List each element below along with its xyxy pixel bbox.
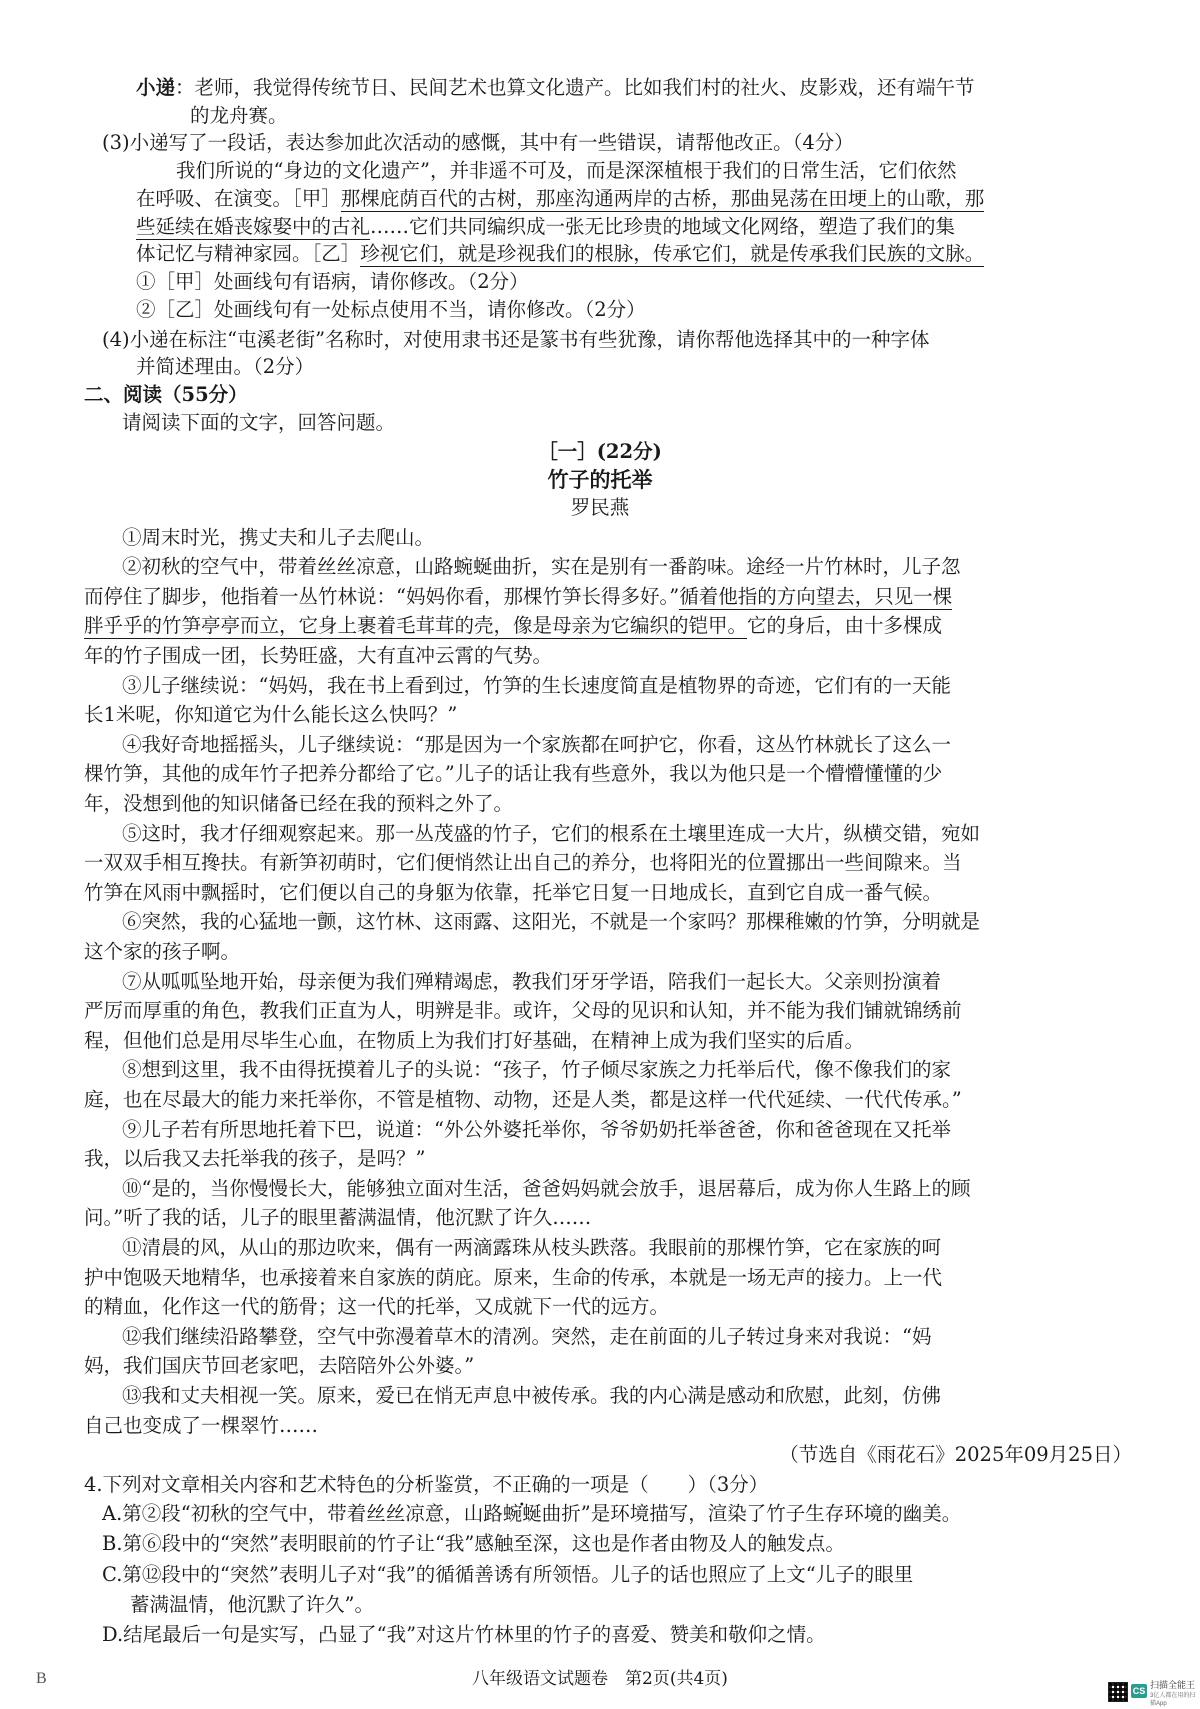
- article-line: 严厉而厚重的角色，教我们正直为人，明辨是非。或许，父母的见识和认知，并不能为我们铺就锦绣前: [84, 999, 962, 1022]
- emphasis-dotted-text: 不正确: [492, 1473, 552, 1496]
- article-line: 程，但他们总是用尽毕生心血，在物质上为我们打好基础，在精神上成为我们坚实的后盾。: [84, 1029, 865, 1052]
- dialog-text: ：老师，我觉得传统节日、民间艺术也算文化遗产。比如我们村的社火、皮影戏，还有端午节: [175, 76, 975, 99]
- article-line: ⑫我们继续沿路攀登，空气中弥漫着草木的清冽。突然，走在前面的儿子转过身来对我说：“妈: [122, 1325, 932, 1348]
- article-line: 问。”听了我的话，儿子的眼里蓄满温情，他沉默了许久……: [84, 1206, 592, 1229]
- article-source: （节选自《雨花石》2025年09月25日）: [779, 1443, 1132, 1466]
- passage-line-2: [136, 184, 984, 214]
- question-3: (3)小递写了一段话，表达参加此次活动的感慨，其中有一些错误，请帮他改正。（4分）: [102, 131, 854, 154]
- underlined-description: 循着他指的方向望去，只见一棵: [679, 585, 953, 608]
- passage-line-4: [136, 239, 984, 269]
- passage-text: 体记忆与精神家园。［乙］: [136, 242, 361, 265]
- scanner-tagline: 3亿人都在用的扫描App: [1150, 1693, 1196, 1707]
- passage-text: ……它们共同编织成一张无比珍贵的地域文化网络，塑造了我们的集: [370, 215, 956, 238]
- question-text: 的一项是（ ）（3分）: [551, 1473, 769, 1496]
- corner-mark: B: [36, 1670, 47, 1687]
- article-line: ③儿子继续说：“妈妈，我在书上看到过，竹笋的生长速度简直是植物界的奇迹，它们有的一天能: [122, 674, 951, 697]
- article-line: ⑧想到这里，我不由得抚摸着儿子的头说：“孩子，竹子倾尽家族之力托举后代，像不像我们的家: [122, 1058, 951, 1081]
- underlined-sentence-yi: 珍视它们，就是珍视我们的根脉，传承它们，就是传承我们民族的文脉。: [360, 242, 985, 265]
- option-c-cont: 蓄满温情，他沉默了许久”。: [130, 1593, 374, 1616]
- question-4-font: (4)小递在标注“屯溪老街”名称时，对使用隶书还是篆书有些犹豫，请你帮他选择其中的一种字体: [102, 328, 930, 351]
- article-line: [84, 582, 952, 612]
- section-instruction: 请阅读下面的文字，回答问题。: [122, 411, 396, 434]
- article-text: 而停住了脚步，他指着一丛竹林说：“妈妈你看，那棵竹笋长得多好。”: [84, 585, 680, 608]
- underlined-sentence-jia-end: 些延续在婚丧嫁娶中的古礼: [136, 215, 371, 238]
- article-line: ⑩“是的，当你慢慢长大，能够独立面对生活，爸爸妈妈就会放手，退居幕后，成为你人生路上的顾: [122, 1177, 971, 1200]
- article-line: ⑨儿子若有所思地托着下巴，说道：“外公外婆托举你，爷爷奶奶托举爸爸，你和爸爸现在又托举: [122, 1118, 951, 1141]
- scanner-logo-icon: CS: [1132, 1686, 1146, 1696]
- speaker-name: 小递: [136, 76, 176, 99]
- article-line: 护中饱吸天地精华，也承接着来自家族的荫庇。原来，生命的传承，本就是一场无声的接力。上一代: [84, 1266, 943, 1289]
- article-line: [84, 611, 942, 641]
- question-4-font-cont: 并简述理由。（2分）: [136, 355, 315, 378]
- section-heading: 二、阅读（55分）: [84, 383, 248, 406]
- article-line: ②初秋的空气中，带着丝丝凉意，山路蜿蜒曲折，实在是别有一番韵味。途经一片竹林时，儿子忽: [122, 555, 961, 578]
- passage-line-1: 我们所说的“身边的文化遗产”，并非遥不可及，而是深深植根于我们的日常生活，它们依然: [176, 159, 957, 182]
- article-line: ④我好奇地摇摇头，儿子继续说：“那是因为一个家族都在呵护它，你看，这丛竹林就长了这么一: [122, 733, 951, 756]
- article-text: 它的身后，由十多棵成: [747, 614, 943, 637]
- article-line: ⑪清晨的风，从山的那边吹来，偶有一两滴露珠从枝头跌落。我眼前的那棵竹笋，它在家族的呵: [122, 1236, 942, 1259]
- article-line: 竹笋在风雨中飘摇时，它们便以自己的身躯为依靠，托举它日复一日地成长，直到它自成一番气候。: [84, 881, 943, 904]
- article-line: 棵竹笋，其他的成年竹子把养分都给了它。”儿子的话让我有些意外，我以为他只是一个懵懵懂懂的少: [84, 762, 943, 785]
- passage-text: 在呼吸、在演变。［甲］: [136, 187, 341, 210]
- passage-line-3: [136, 212, 955, 242]
- article-line: 这个家的孩子啊。: [84, 940, 241, 963]
- article-line: 我，以后我又去托举我的孩子，是吗？”: [84, 1147, 426, 1170]
- dialog-line-2: 的龙舟赛。: [190, 104, 288, 127]
- sub-question-2: ②［乙］处画线句有一处标点使用不当，请你修改。（2分）: [136, 298, 646, 321]
- option-b: B.第⑥段中的“突然”表明眼前的竹子让“我”感触至深，这也是作者由物及人的触发点。: [102, 1532, 845, 1555]
- question-text: 4.下列对文章相关内容和艺术特色的分析鉴赏，: [84, 1473, 493, 1496]
- part-label: ［一］(22分): [538, 440, 662, 463]
- underlined-sentence-jia: 那棵庇荫百代的古树，那座沟通两岸的古桥，那曲晃荡在田埂上的山歌，那: [340, 187, 985, 210]
- article-line: ⑥突然，我的心猛地一颤，这竹林、这雨露、这阳光，不就是一个家吗？那棵稚嫩的竹笋，分明就是: [122, 910, 981, 933]
- qr-code-icon: [1108, 1682, 1128, 1702]
- article-line: 一双双手相互搀扶。有新笋初萌时，它们便悄然让出自己的养分，也将阳光的位置挪出一些间隙来。当: [84, 851, 962, 874]
- article-line: 自己也变成了一棵翠竹……: [84, 1414, 319, 1437]
- article-line: ⑬我和丈夫相视一笑。原来，爱已在悄无声息中被传承。我的内心满是感动和欣慰，此刻，仿佛: [122, 1384, 942, 1407]
- article-line: 年，没想到他的知识储备已经在我的预料之外了。: [84, 792, 514, 815]
- article-line: ⑤这时，我才仔细观察起来。那一丛茂盛的竹子，它们的根系在土壤里连成一大片，纵横交错，宛如: [122, 822, 981, 845]
- article-line: 的精血，化作这一代的筋骨；这一代的托举，又成就下一代的远方。: [84, 1295, 670, 1318]
- article-line: ①周末时光，携丈夫和儿子去爬山。: [122, 526, 435, 549]
- article-author: 罗民燕: [570, 496, 630, 519]
- underlined-description-end: 胖乎乎的竹笋亭亭而立，它身上裹着毛茸茸的壳，像是母亲为它编织的铠甲。: [84, 614, 748, 637]
- option-d: D.结尾最后一句是实写，凸显了“我”对这片竹林里的竹子的喜爱、赞美和敬仰之情。: [102, 1623, 826, 1646]
- dialog-line-1: [136, 73, 975, 103]
- article-title: 竹子的托举: [547, 467, 653, 492]
- article-line: 年的竹子围成一团，长势旺盛，大有直冲云霄的气势。: [84, 644, 553, 667]
- scanner-name: 扫描全能王: [1150, 1680, 1196, 1690]
- option-a: A.第②段“初秋的空气中，带着丝丝凉意，山路蜿蜒曲折”是环境描写，渲染了竹子生存环境的幽美。: [102, 1502, 962, 1525]
- article-line: 妈，我们国庆节回老家吧，去陪陪外公外婆。”: [84, 1354, 475, 1377]
- article-line: 长1米呢，你知道它为什么能长这么快吗？”: [84, 703, 458, 726]
- article-line: ⑦从呱呱坠地开始，母亲便为我们殚精竭虑，教我们牙牙学语，陪我们一起长大。父亲则扮演着: [122, 970, 942, 993]
- sub-question-1: ①［甲］处画线句有语病，请你修改。（2分）: [136, 270, 529, 293]
- page-footer-label: 八年级语文试题卷 第2页(共4页): [472, 1669, 728, 1689]
- article-line: 庭，也在尽最大的能力来托举你，不管是植物、动物，还是人类，都是这样一代代延续、一代代传承。”: [84, 1088, 962, 1111]
- option-c: C.第⑫段中的“突然”表明儿子对“我”的循循善诱有所领悟。儿子的话也照应了上文“儿子的眼里: [102, 1563, 914, 1586]
- question-4-stem: [84, 1470, 768, 1500]
